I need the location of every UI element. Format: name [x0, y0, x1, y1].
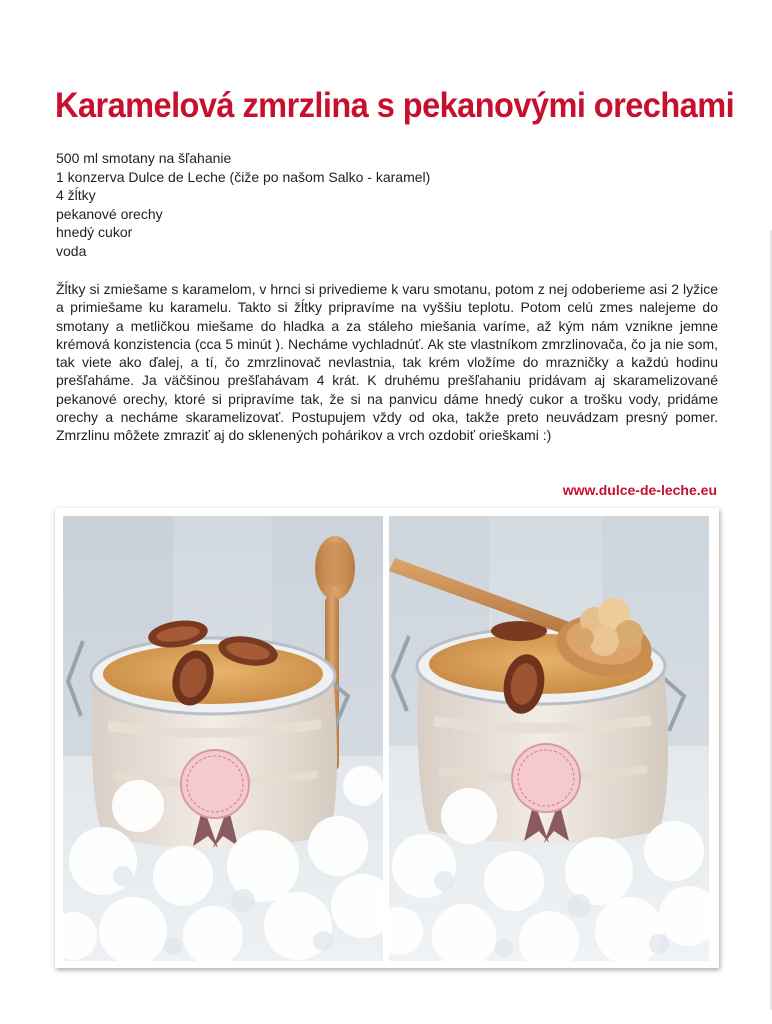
photo-jar-spoon-nuts: [389, 516, 709, 961]
photo-frame: [55, 508, 719, 968]
method-paragraph: Žĺtky si zmiešame s karamelom, v hrnci si privedieme k varu smotanu, potom z nej odoberieme asi 2 lyžice a primiešame ku karamelu. Takto si žĺtky pripravíme na vyššiu teplotu. Potom celú zmes nalejeme do smotany a metličkou miešame do hladka a za stáleho miešania varíme, až kým nám vznikne jemne krémová konzistencia (cca 5 minút ). Necháme vychladnúť. Ak ste vlastníkom zmrzlinovača, čo ja nie som, tak viete ako ďalej, a tí, čo zmrzlinovač nevlastnia, tak krém vložíme do mrazničky a každú hodinu prešľaháme. Ja väčšinou prešľahávam 4 krát. K druhému prešľahaniu pridávam aj skaramelizované pekanové orechy, ktoré si pripravíme tak, že si na panvicu dáme hnedý cukor a trošku vody, pridáme orechy a necháme skaramelizovať. Postupujem vždy od oka, takže preto neuvádzam presný pomer. Zmrzlinu môžete zmraziť aj do sklenených pohárikov a vrch ozdobiť orieškami :): [56, 281, 718, 444]
ingredient-item: hnedý cukor: [56, 224, 133, 240]
ingredient-item: voda: [56, 242, 87, 259]
ingredient-item: pekanové orechy: [56, 205, 163, 222]
photo-jar-pecans: [63, 516, 383, 961]
ingredient-list: [56, 149, 716, 260]
ingredient-item: 4 žĺtky: [56, 187, 96, 203]
ingredient-item: 500 ml smotany na šľahanie: [56, 150, 232, 166]
source-link[interactable]: www.dulce-de-leche.eu: [562, 482, 717, 498]
page-title: Karamelová zmrzlina s pekanovými orechami: [55, 86, 735, 125]
jar-spoon-nuts-illustration: [389, 516, 709, 961]
jar-pecans-illustration: [63, 516, 383, 961]
ingredient-item: 1 konzerva Dulce de Leche (čiže po našom Salko - karamel): [56, 168, 431, 185]
